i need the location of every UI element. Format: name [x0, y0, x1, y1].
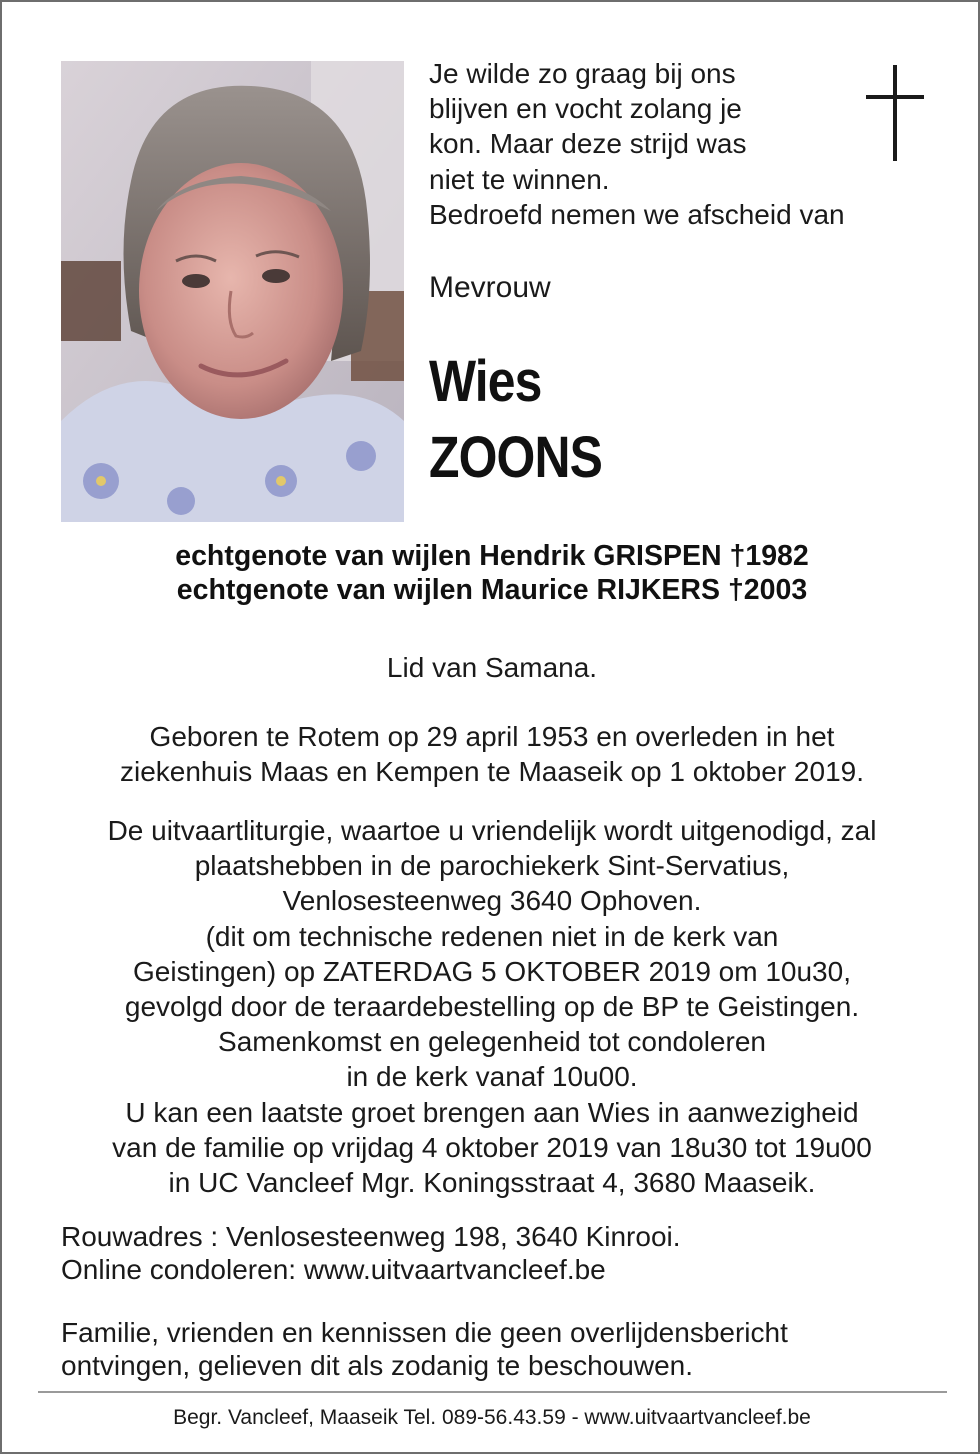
poem-text: [429, 56, 899, 232]
poem-line: niet te winnen.: [429, 163, 610, 195]
cross-horizontal-bar: [866, 95, 924, 99]
poem-line: Je wilde zo graag bij ons: [429, 58, 736, 89]
poem-line: kon. Maar deze strijd was: [429, 128, 747, 160]
liturgy-line: (dit om technische redenen niet in de kerk van: [205, 920, 779, 952]
family-note-line: ontvingen, gelieven dit als zodanig te beschouwen.: [61, 1350, 693, 1381]
liturgy-line: Samenkomst en gelegenheid tot condoleren: [218, 1026, 766, 1058]
address-block: [61, 1220, 941, 1286]
birth-death-line: Geboren te Rotem op 29 april 1953 en overleden in het: [149, 721, 835, 752]
family-note: [61, 1316, 941, 1382]
poem-line: blijven en vocht zolang je: [429, 93, 742, 125]
birth-death-line: ziekenhuis Maas en Kempen te Maaseik op 1 oktober 2019.: [119, 756, 864, 788]
family-note-line: Familie, vrienden en kennissen die geen overlijdensbericht: [61, 1317, 788, 1348]
liturgy-line: in de kerk vanaf 10u00.: [346, 1061, 638, 1093]
rouwadres-line: Rouwadres : Venlosesteenweg 198, 3640 Kinrooi.: [61, 1221, 681, 1252]
poem-line: Bedroefd nemen we afscheid van: [429, 198, 845, 230]
portrait-photo: [61, 61, 404, 522]
liturgy-line: De uitvaartliturgie, waartoe u vriendelijk wordt uitgenodigd, zal: [107, 815, 877, 846]
liturgy-line: gevolgd door de teraardebestelling op de BP te Geistingen.: [124, 991, 860, 1023]
cross-vertical-bar: [893, 65, 897, 161]
liturgy-line: van de familie op vrijdag 4 oktober 2019 van 18u30 tot 19u00: [112, 1131, 872, 1163]
liturgy-line: plaatshebben in de parochiekerk Sint-Servatius,: [194, 850, 790, 882]
membership-line: Lid van Samana.: [386, 652, 598, 683]
portrait-illustration: [61, 61, 404, 522]
spouses-block: [2, 539, 980, 607]
birth-death-text: [2, 719, 980, 789]
spouse-line: echtgenote van wijlen Hendrik GRISPEN †1982: [175, 540, 809, 572]
liturgy-line: U kan een laatste groet brengen aan Wies in aanwezigheid: [125, 1096, 859, 1128]
liturgy-line: Venlosesteenweg 3640 Ophoven.: [282, 885, 702, 917]
deceased-title: Mevrouw: [429, 271, 551, 304]
spouse-line: echtgenote van wijlen Maurice RIJKERS †2003: [176, 574, 808, 606]
liturgy-text: [2, 813, 980, 1200]
deceased-first-name: Wies: [429, 349, 542, 414]
liturgy-line: Geistingen) op ZATERDAG 5 OKTOBER 2019 om 10u30,: [133, 955, 851, 987]
online-condolence-line: Online condoleren: www.uitvaartvancleef.be: [61, 1254, 606, 1285]
funeral-home-footer: Begr. Vancleef, Maaseik Tel. 089-56.43.59 - www.uitvaartvancleef.be: [173, 1406, 811, 1429]
membership-text: [2, 650, 980, 685]
footer-divider: [38, 1391, 947, 1393]
cross-icon: [866, 65, 924, 161]
liturgy-line: in UC Vancleef Mgr. Koningsstraat 4, 3680 Maaseik.: [168, 1167, 816, 1199]
deceased-last-name: ZOONS: [429, 425, 603, 490]
